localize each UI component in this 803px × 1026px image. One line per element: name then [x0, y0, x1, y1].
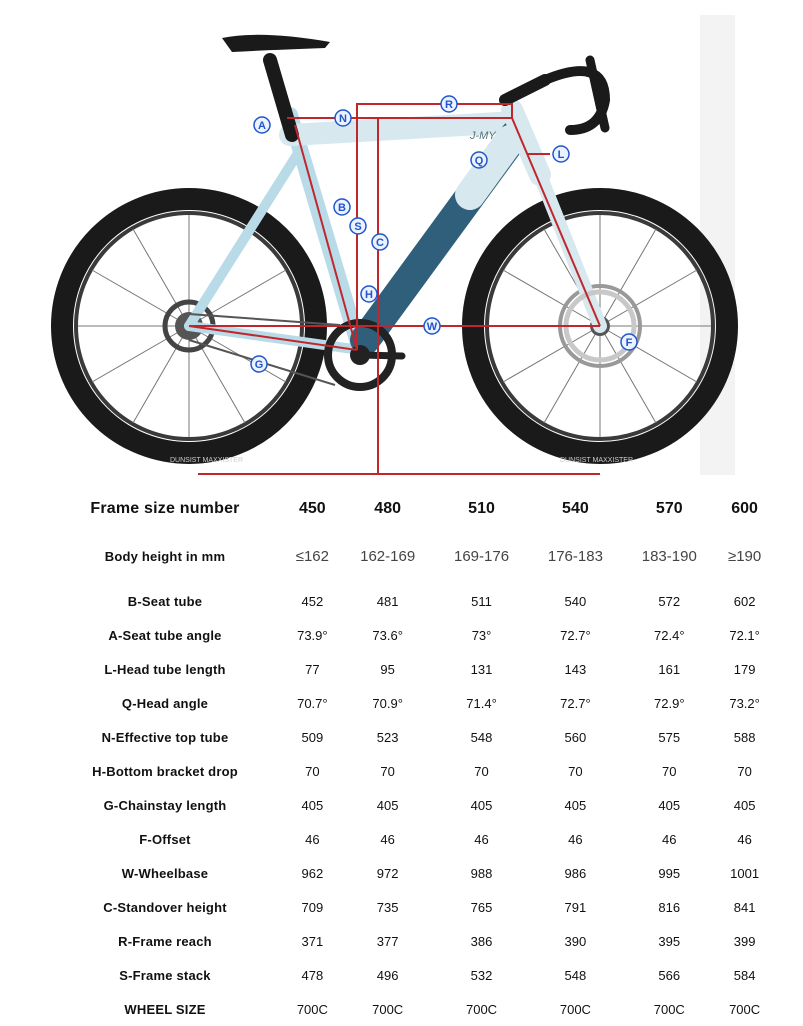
cell: 765 — [470, 899, 493, 915]
cell: 71.4° — [466, 695, 497, 711]
row-label: H-Bottom bracket drop — [92, 763, 238, 779]
cell: 709 — [301, 899, 324, 915]
cell: 841 — [733, 899, 756, 915]
cell: 405 — [376, 797, 399, 813]
cell: 700C — [372, 1001, 404, 1017]
cell: 72.9° — [654, 695, 685, 711]
cell: 700C — [465, 1001, 498, 1017]
marker-g — [251, 356, 267, 372]
cell: 70 — [474, 763, 489, 779]
row-label: Q-Head angle — [121, 695, 209, 711]
cell: 532 — [470, 967, 493, 983]
cell: 70 — [662, 763, 677, 779]
cell: 700C — [559, 1001, 591, 1017]
svg-text:L: L — [557, 149, 565, 161]
cell: 46 — [474, 831, 489, 847]
cell: 161 — [658, 661, 681, 677]
row-label: Body height in mm — [104, 548, 226, 564]
cell: 179 — [733, 661, 756, 677]
cell: 46 — [568, 831, 583, 847]
cell: 560 — [564, 729, 587, 745]
cell: 46 — [305, 831, 320, 847]
table-row — [46, 652, 773, 686]
table-row — [46, 822, 773, 856]
cell: 478 — [301, 967, 324, 983]
size-600: 600 — [731, 500, 758, 517]
cell: 791 — [564, 899, 587, 915]
cell: 176-183 — [547, 547, 603, 565]
header-label: Frame size number — [90, 500, 240, 517]
table-header-row — [46, 490, 773, 528]
cell: 72.7° — [560, 695, 591, 711]
marker-s — [350, 218, 366, 234]
cell: 995 — [658, 865, 681, 881]
table-row — [46, 584, 773, 618]
cell: 700C — [653, 1001, 685, 1017]
cell: 566 — [658, 967, 681, 983]
frame-logo: J-MY — [470, 130, 496, 142]
cell: 700C — [729, 1001, 761, 1017]
table-row — [46, 686, 773, 720]
cell: 72.1° — [729, 627, 760, 643]
marker-c — [372, 234, 388, 250]
marker-h — [361, 286, 377, 302]
table-row — [46, 618, 773, 652]
cell: 700C — [296, 1001, 328, 1017]
cell: 405 — [470, 797, 493, 813]
cell: 395 — [658, 933, 681, 949]
cell: 371 — [301, 933, 324, 949]
cell: 972 — [376, 865, 399, 881]
table-row — [46, 754, 773, 788]
marker-q — [471, 152, 487, 168]
row-label: WHEEL SIZE — [124, 1001, 206, 1017]
svg-text:S: S — [354, 221, 362, 233]
cell: 602 — [733, 593, 756, 609]
svg-text:N: N — [339, 113, 347, 125]
bike-geometry-illustration — [0, 0, 803, 485]
cell: 962 — [301, 865, 324, 881]
cell: 390 — [564, 933, 587, 949]
cell: 1001 — [730, 865, 760, 881]
cell: 169-176 — [454, 547, 510, 565]
table-row — [46, 856, 773, 890]
cell: 988 — [470, 865, 493, 881]
cell: 540 — [564, 593, 587, 609]
cell: 70 — [380, 763, 395, 779]
table-row — [46, 788, 773, 822]
cell: 72.4° — [654, 627, 685, 643]
cell: 405 — [301, 797, 324, 813]
row-label: C-Standover height — [103, 899, 227, 915]
marker-f — [621, 334, 637, 350]
cell: 73° — [471, 627, 492, 643]
cell: 72.7° — [560, 627, 591, 643]
cell: 143 — [564, 661, 587, 677]
cell: 386 — [470, 933, 493, 949]
cell: 77 — [305, 661, 320, 677]
cell: 509 — [301, 729, 324, 745]
cell: 95 — [380, 661, 395, 677]
cell: 73.9° — [297, 627, 328, 643]
size-510: 510 — [468, 500, 495, 517]
cell: ≤162 — [295, 547, 329, 565]
cell: 496 — [376, 967, 399, 983]
cell: 548 — [470, 729, 493, 745]
cell: 73.2° — [729, 695, 760, 711]
svg-text:C: C — [376, 237, 384, 249]
table-row — [46, 924, 773, 958]
row-label: N-Effective top tube — [101, 729, 229, 745]
cell: 572 — [658, 593, 681, 609]
cell: 735 — [376, 899, 399, 915]
cell: 405 — [658, 797, 681, 813]
cell: 548 — [564, 967, 587, 983]
cell: 46 — [380, 831, 395, 847]
cell: 73.6° — [372, 627, 403, 643]
cell: 986 — [564, 865, 587, 881]
svg-text:H: H — [365, 289, 373, 301]
cell: 70 — [737, 763, 752, 779]
marker-n — [335, 110, 351, 126]
size-540: 540 — [562, 500, 589, 517]
cell: 70 — [568, 763, 583, 779]
front-tire-text: DUNSIST MAXXISTER — [560, 457, 633, 464]
cell: 46 — [662, 831, 677, 847]
geometry-table — [46, 490, 773, 1026]
cell: 511 — [471, 593, 492, 609]
rear-tire-text: DUNSIST MAXXISTER — [170, 457, 243, 464]
svg-text:G: G — [254, 359, 264, 371]
cell: 481 — [376, 593, 399, 609]
marker-w — [424, 318, 440, 334]
cell: 377 — [376, 933, 399, 949]
cell: 46 — [737, 831, 752, 847]
cell: 584 — [733, 967, 756, 983]
table-row — [46, 720, 773, 754]
marker-l — [553, 146, 569, 162]
row-label: L-Head tube length — [104, 661, 226, 677]
cell: 183-190 — [641, 547, 697, 565]
svg-text:Q: Q — [474, 155, 484, 167]
cell: 131 — [470, 661, 493, 677]
table-row — [46, 992, 773, 1026]
marker-a — [254, 117, 270, 133]
row-label: W-Wheelbase — [121, 865, 209, 881]
cell: 523 — [376, 729, 399, 745]
row-label: S-Frame stack — [119, 967, 211, 983]
cell: 575 — [658, 729, 681, 745]
row-label: G-Chainstay length — [103, 797, 227, 813]
row-label: F-Offset — [139, 831, 191, 847]
row-label: R-Frame reach — [118, 933, 212, 949]
table-row — [46, 528, 773, 584]
table-row — [46, 958, 773, 992]
svg-text:R: R — [445, 99, 453, 111]
svg-text:B: B — [338, 202, 346, 214]
marker-b — [334, 199, 350, 215]
cell: 162-169 — [360, 547, 416, 565]
row-label: A-Seat tube angle — [108, 627, 222, 643]
size-450: 450 — [299, 500, 326, 517]
cell: 399 — [733, 933, 756, 949]
cell: 452 — [301, 593, 324, 609]
row-label: B-Seat tube — [127, 593, 203, 609]
cell: 70 — [305, 763, 320, 779]
cell: 588 — [733, 729, 756, 745]
size-570: 570 — [655, 500, 683, 517]
cell: 70.7° — [297, 695, 328, 711]
cell: 405 — [733, 797, 756, 813]
cell: 70.9° — [372, 695, 403, 711]
svg-text:W: W — [426, 321, 438, 333]
svg-text:F: F — [625, 337, 633, 349]
cell: 405 — [564, 797, 587, 813]
cell: 816 — [658, 899, 681, 915]
cell: ≥190 — [727, 547, 762, 565]
size-480: 480 — [374, 500, 401, 517]
table-row — [46, 890, 773, 924]
svg-text:A: A — [258, 120, 266, 132]
marker-r — [441, 96, 457, 112]
